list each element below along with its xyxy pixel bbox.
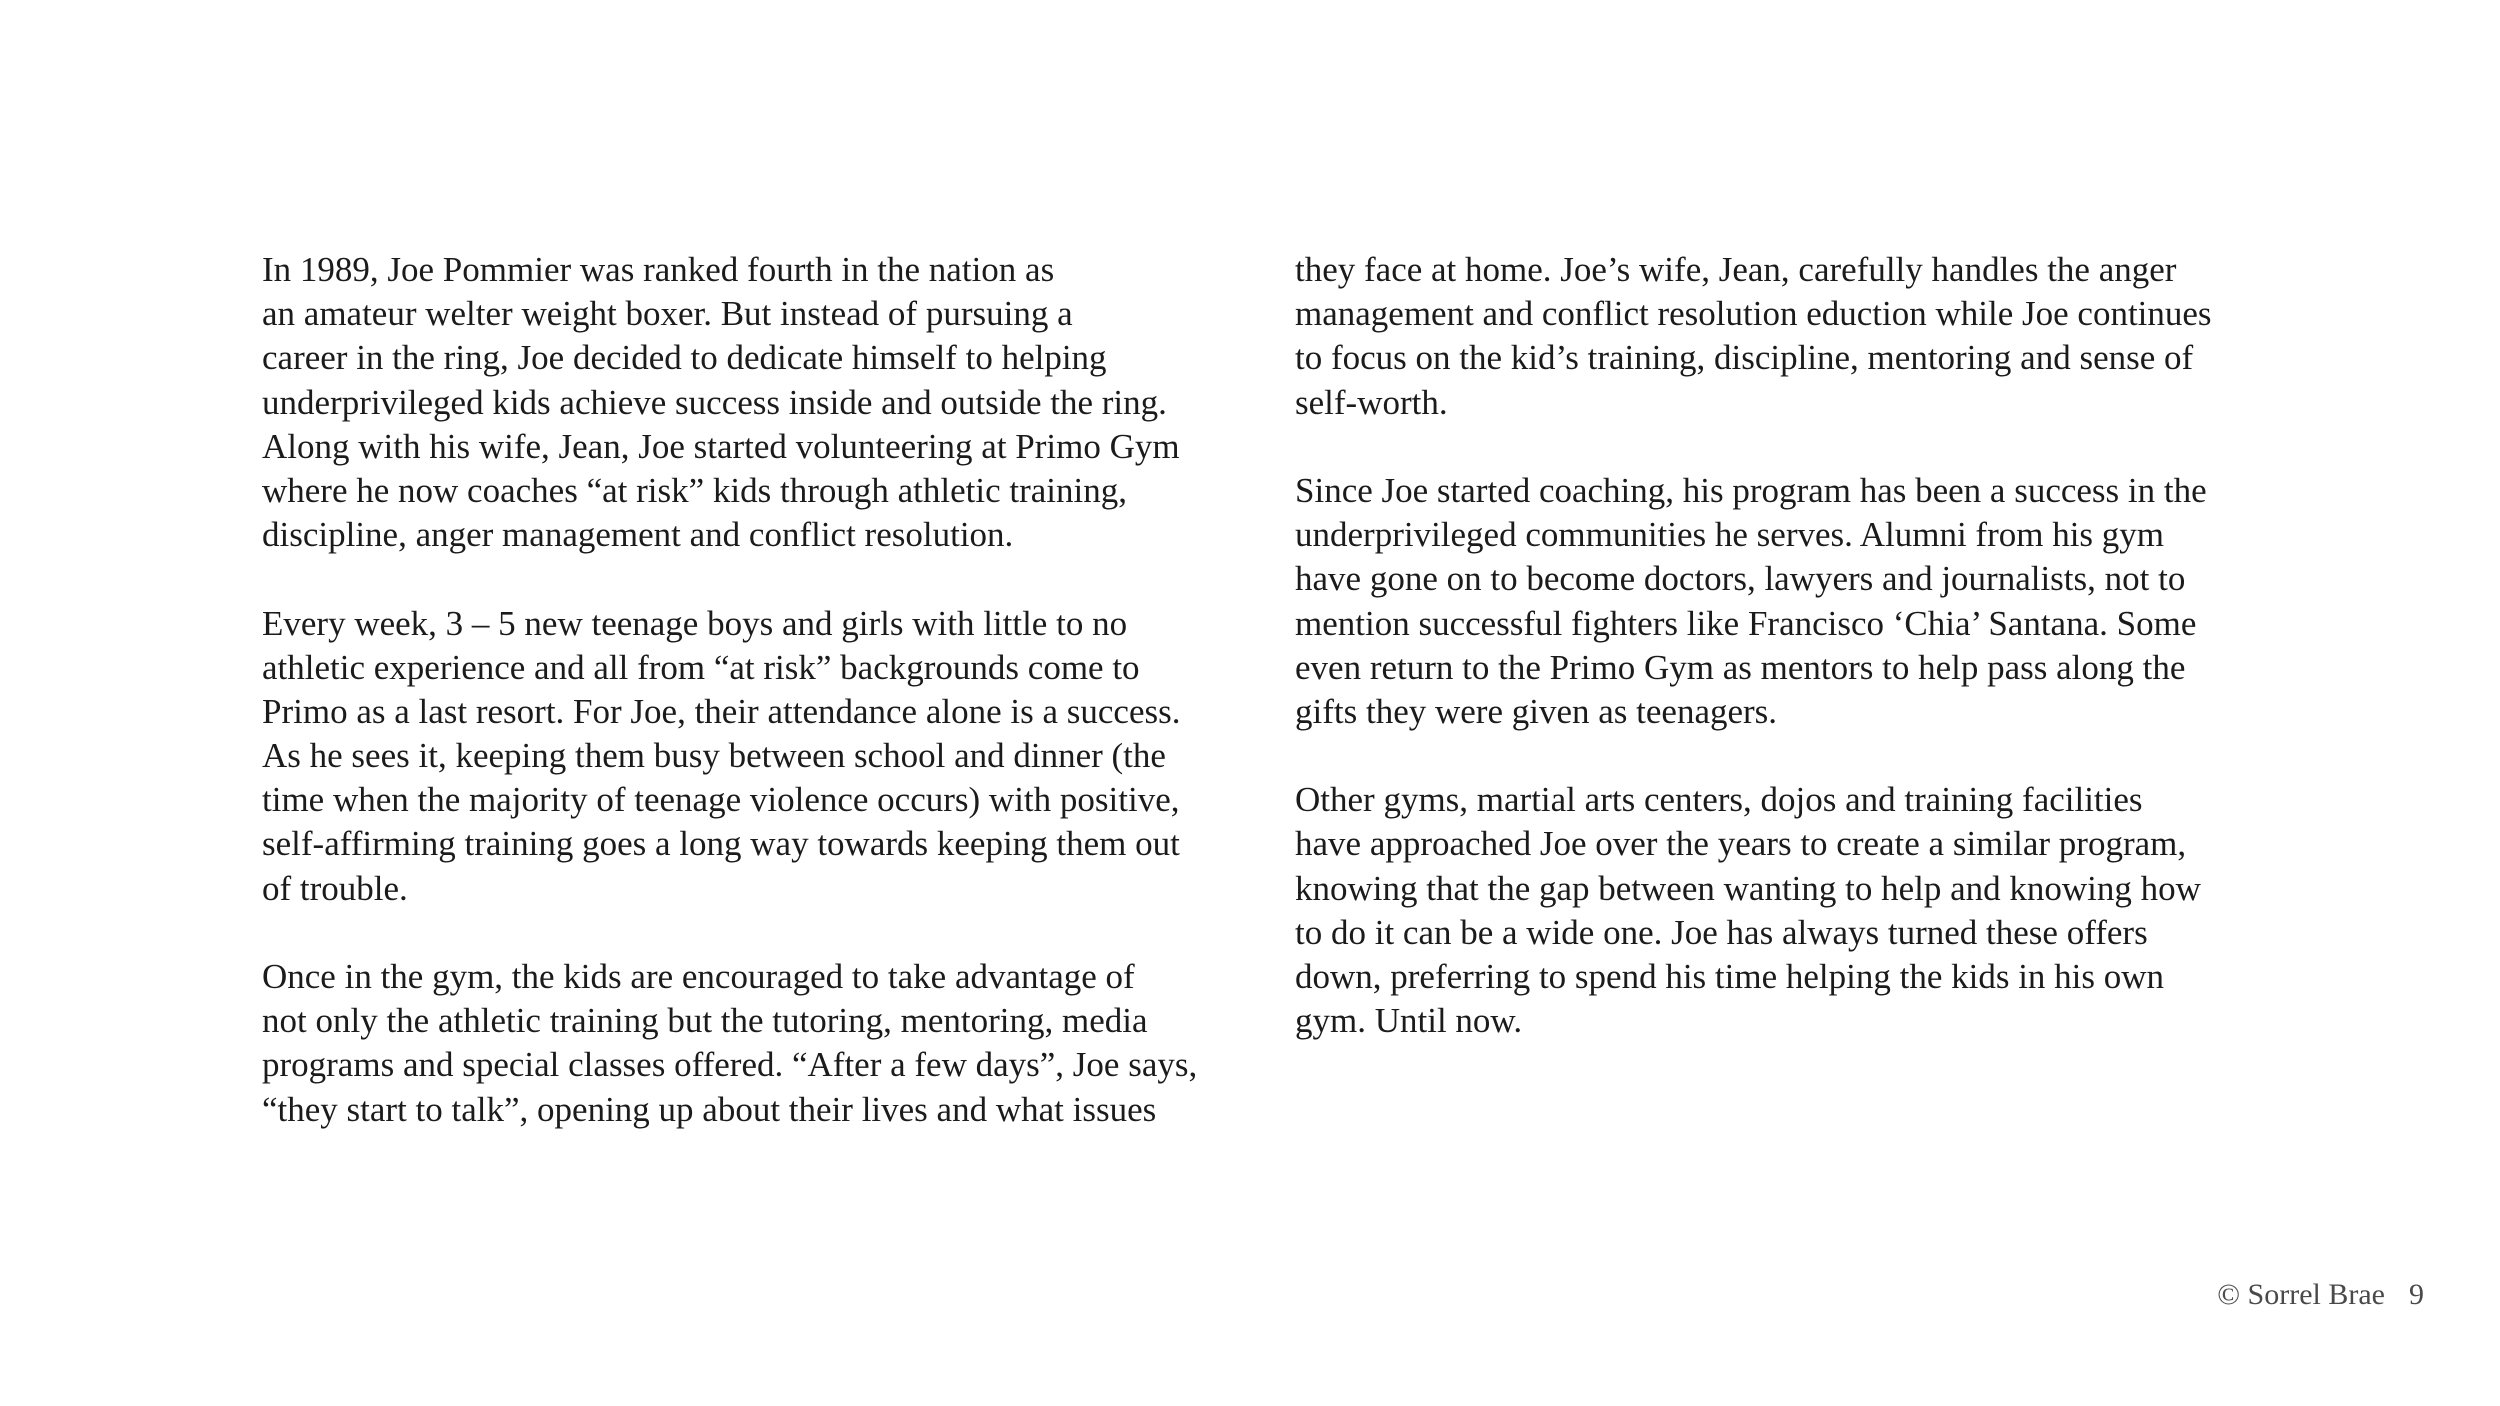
text-line: Along with his wife, Jean, Joe started volunteering at Primo Gym — [262, 426, 1180, 466]
paragraph — [1295, 469, 2295, 734]
text-line: knowing that the gap between wanting to help and knowing how — [1295, 868, 2201, 908]
text-line: “they start to talk”, opening up about their lives and what issues — [262, 1089, 1157, 1129]
text-line: gifts they were given as teenagers. — [1295, 691, 1778, 731]
text-line: they face at home. Joe’s wife, Jean, carefully handles the anger — [1295, 250, 2177, 289]
text-line: to do it can be a wide one. Joe has always turned these offers — [1295, 912, 2148, 952]
text-line: Once in the gym, the kids are encouraged to take advantage of — [262, 957, 1135, 996]
copyright-notice: © Sorrel Brae — [2217, 1278, 2385, 1311]
text-line: of trouble. — [262, 868, 408, 908]
paragraph-spacer — [262, 557, 1262, 601]
paragraph-spacer — [262, 911, 1262, 955]
page-footer — [2100, 1278, 2424, 1312]
text-line: Other gyms, martial arts centers, dojos and training facilities — [1295, 780, 2143, 820]
text-line: to focus on the kid’s training, discipline, mentoring and sense of — [1295, 338, 2194, 378]
text-line: As he sees it, keeping them busy between school and dinner (the — [262, 736, 1166, 776]
paragraph — [1295, 778, 2295, 1043]
text-line: career in the ring, Joe decided to dedicate himself to helping — [262, 338, 1107, 378]
text-line: mention successful fighters like Francisco ‘Chia’ Santana. Some — [1295, 603, 2197, 643]
text-line: Primo as a last resort. For Joe, their attendance alone is a success. — [262, 691, 1181, 731]
text-line: underprivileged communities he serves. Alumni from his gym — [1295, 515, 2165, 555]
text-line: where he now coaches “at risk” kids through athletic training, — [262, 470, 1127, 510]
text-line: not only the athletic training but the tutoring, mentoring, media — [262, 1001, 1148, 1041]
text-line: even return to the Primo Gym as mentors to help pass along the — [1295, 647, 2186, 687]
text-line: down, preferring to spend his time helping the kids in his own — [1295, 957, 2165, 996]
text-line: have gone on to become doctors, lawyers and journalists, not to — [1295, 559, 2186, 599]
text-line: underprivileged kids achieve success inside and outside the ring. — [262, 382, 1167, 422]
right-column — [1295, 248, 2295, 1043]
text-line: Since Joe started coaching, his program has been a success in the — [1295, 470, 2207, 510]
text-line: self-worth. — [1295, 382, 1448, 422]
text-line: self-affirming training goes a long way towards keeping them out — [262, 824, 1180, 864]
text-line: have approached Joe over the years to create a similar program, — [1295, 824, 2187, 864]
text-line: discipline, anger management and conflict resolution. — [262, 515, 1014, 555]
text-line: In 1989, Joe Pommier was ranked fourth in the nation as — [262, 250, 1055, 289]
paragraph-spacer — [1295, 425, 2295, 469]
text-line: Every week, 3 – 5 new teenage boys and girls with little to no — [262, 603, 1128, 643]
text-line: gym. Until now. — [1295, 1001, 1523, 1041]
paragraph — [262, 602, 1262, 911]
text-line: athletic experience and all from “at risk” backgrounds come to — [262, 647, 1140, 687]
paragraph — [1295, 248, 2295, 425]
text-line: an amateur welter weight boxer. But instead of pursuing a — [262, 294, 1073, 334]
paragraph-spacer — [1295, 734, 2295, 778]
text-line: management and conflict resolution eduction while Joe continues — [1295, 294, 2212, 334]
paragraph — [262, 955, 1262, 1132]
paragraph — [262, 248, 1262, 557]
text-line: time when the majority of teenage violence occurs) with positive, — [262, 780, 1180, 820]
text-line: programs and special classes offered. “After a few days”, Joe says, — [262, 1045, 1198, 1085]
left-column — [262, 248, 1262, 1132]
page-number: 9 — [2409, 1278, 2424, 1311]
